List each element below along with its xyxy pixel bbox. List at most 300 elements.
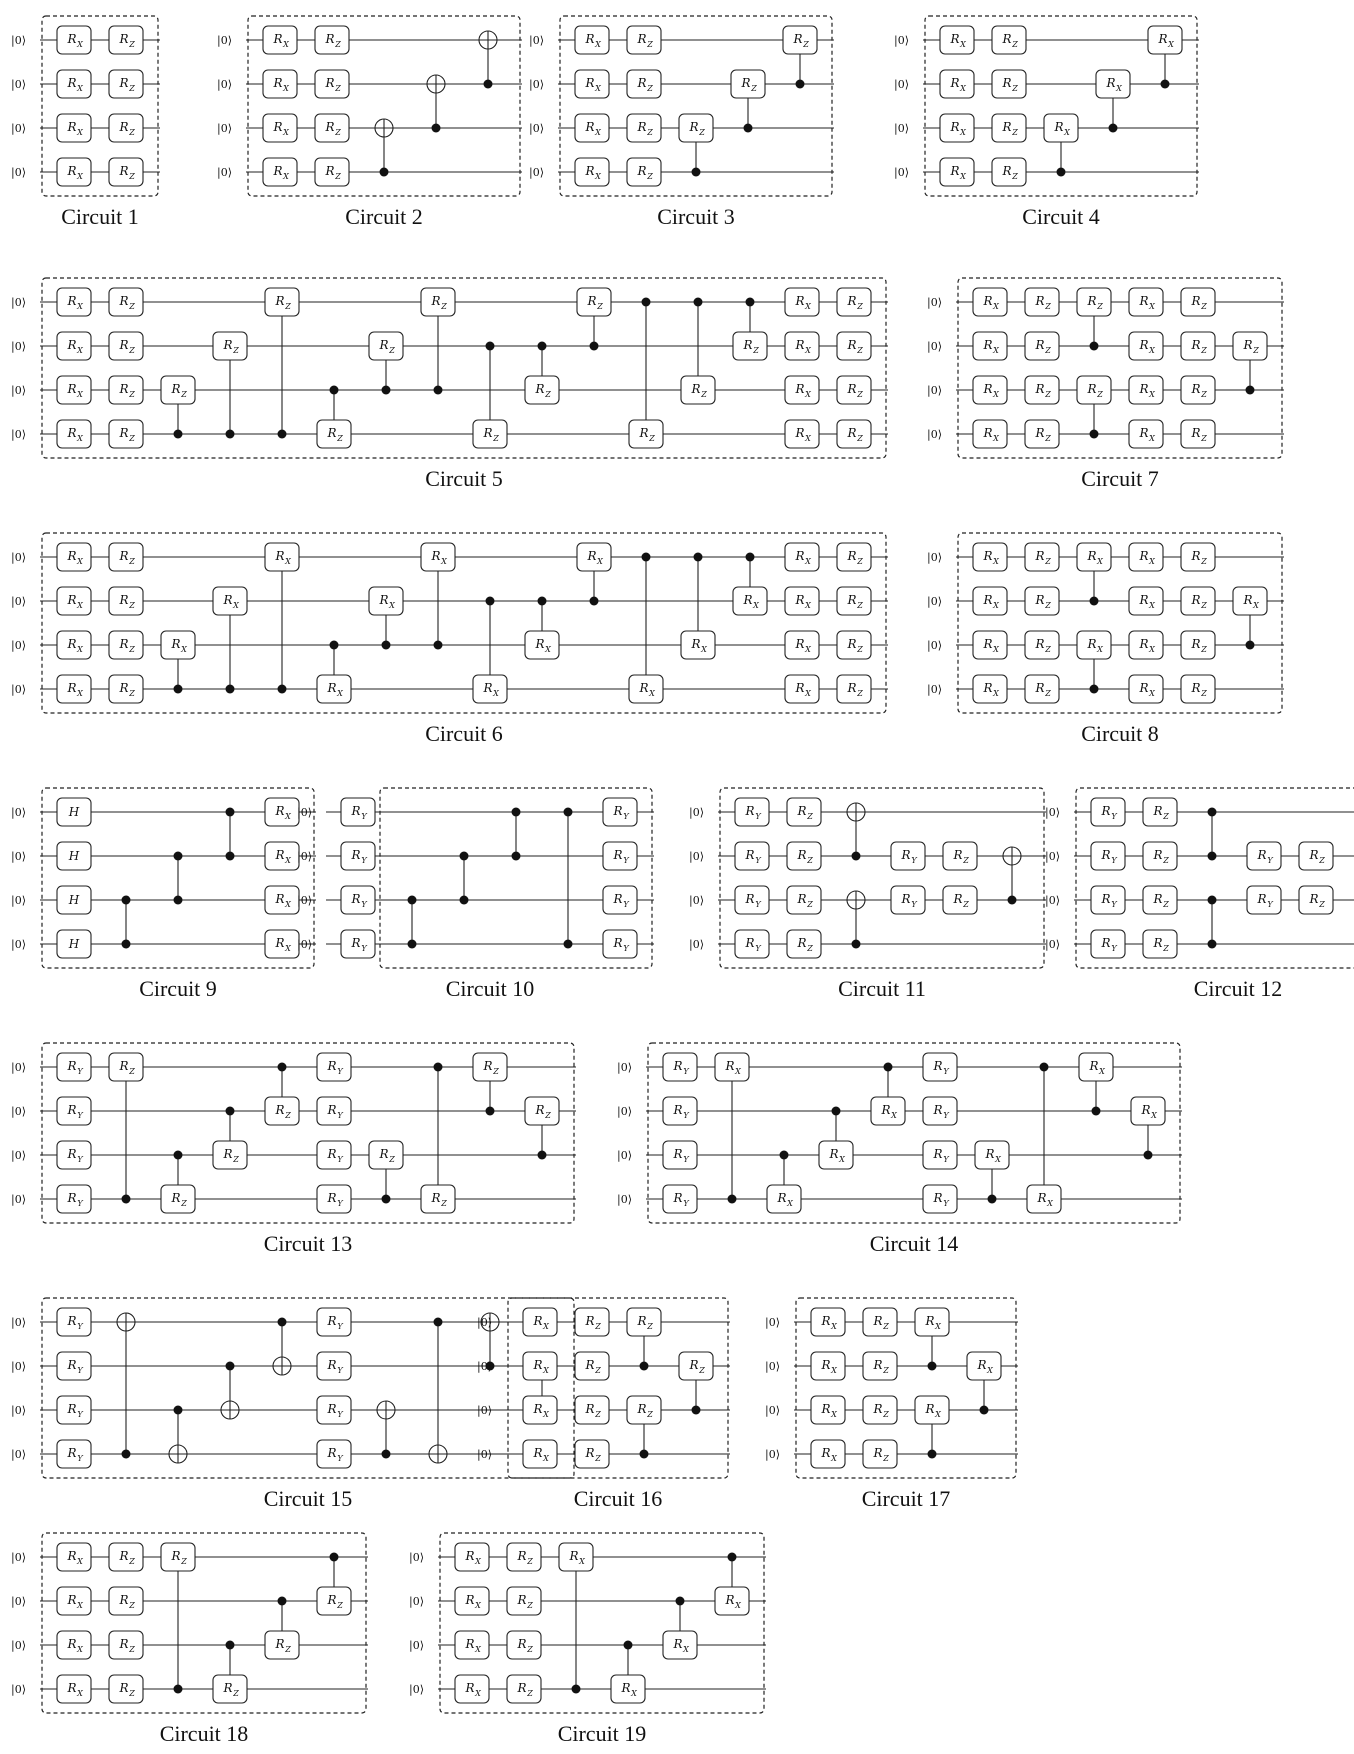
gate-label-subscript: X bbox=[701, 645, 707, 654]
control-dot bbox=[728, 1553, 737, 1562]
gate-label: R bbox=[533, 1446, 543, 1460]
gate-label: R bbox=[950, 120, 960, 134]
gate-label-subscript: Z bbox=[335, 128, 341, 137]
gate-label-subscript: Z bbox=[1201, 557, 1207, 566]
gate-label-subscript: X bbox=[1097, 645, 1103, 654]
gate-label: R bbox=[119, 681, 129, 695]
gate-label-subscript: Z bbox=[493, 434, 499, 443]
gate-label: R bbox=[1139, 382, 1149, 396]
ket-zero-label: |0⟩ bbox=[11, 1404, 26, 1417]
gate-label-subscript: X bbox=[987, 1366, 993, 1375]
gate-label: R bbox=[950, 164, 960, 178]
gate-label-subscript: Z bbox=[335, 40, 341, 49]
gate-label-subscript: Y bbox=[77, 1155, 83, 1164]
gate-label: R bbox=[1139, 637, 1149, 651]
circuit-caption: Circuit 9 bbox=[139, 976, 217, 1001]
ket-zero-label: |0⟩ bbox=[297, 894, 312, 907]
gate-label-subscript: X bbox=[77, 1601, 83, 1610]
gate-label-subscript: X bbox=[77, 84, 83, 93]
gate-label: R bbox=[983, 382, 993, 396]
control-dot bbox=[484, 80, 493, 89]
gate-label-subscript: Z bbox=[1201, 689, 1207, 698]
ket-zero-label: |0⟩ bbox=[11, 340, 26, 353]
circuit-caption: Circuit 16 bbox=[573, 1486, 663, 1511]
gate-label-subscript: Z bbox=[1012, 172, 1018, 181]
circuit-caption: Circuit 17 bbox=[861, 1486, 951, 1511]
gate-label: R bbox=[533, 1358, 543, 1372]
ket-zero-label: |0⟩ bbox=[477, 1448, 492, 1461]
gate-label: R bbox=[1153, 848, 1163, 862]
control-dot bbox=[174, 1151, 183, 1160]
control-dot bbox=[1208, 896, 1217, 905]
circuit-caption: Circuit 1 bbox=[61, 204, 139, 229]
gate-label: R bbox=[327, 1147, 337, 1161]
gate-label: R bbox=[533, 1402, 543, 1416]
gate-label-subscript: Y bbox=[943, 1067, 949, 1076]
gate-label: R bbox=[621, 1681, 631, 1695]
control-dot bbox=[746, 553, 755, 562]
gate-label: R bbox=[171, 1191, 181, 1205]
gate-label: R bbox=[67, 1191, 77, 1205]
gate-label: R bbox=[119, 32, 129, 46]
gate-label-subscript: Z bbox=[129, 434, 135, 443]
gate-label: R bbox=[223, 1147, 233, 1161]
gate-label: R bbox=[517, 1637, 527, 1651]
gate-label-subscript: Y bbox=[77, 1067, 83, 1076]
gate-label: R bbox=[1191, 681, 1201, 695]
gate-label-subscript: Z bbox=[1045, 302, 1051, 311]
gate-label-subscript: X bbox=[77, 40, 83, 49]
gate-label-subscript: X bbox=[545, 645, 551, 654]
ket-zero-label: |0⟩ bbox=[11, 1061, 26, 1074]
gate-label-subscript: Y bbox=[77, 1111, 83, 1120]
gate-label-subscript: Z bbox=[753, 346, 759, 355]
gate-label-subscript: Y bbox=[361, 944, 367, 953]
gate-label-subscript: X bbox=[595, 172, 601, 181]
gate-label-subscript: Z bbox=[883, 1366, 889, 1375]
gate-label-subscript: X bbox=[77, 1645, 83, 1654]
gate-label-subscript: Y bbox=[77, 1322, 83, 1331]
gate-label-subscript: X bbox=[475, 1557, 481, 1566]
circuit-caption: Circuit 2 bbox=[345, 204, 423, 229]
circuit-2 bbox=[217, 16, 522, 229]
gate-label-subscript: Y bbox=[623, 856, 629, 865]
gate-label-subscript: Z bbox=[1163, 812, 1169, 821]
gate-label-subscript: Z bbox=[1045, 346, 1051, 355]
gate-label: R bbox=[67, 1402, 77, 1416]
control-dot bbox=[122, 896, 131, 905]
gate-label-subscript: Z bbox=[181, 1199, 187, 1208]
gate-label-subscript: X bbox=[753, 601, 759, 610]
gate-label-subscript: Z bbox=[1012, 84, 1018, 93]
ket-zero-label: |0⟩ bbox=[477, 1316, 492, 1329]
circuit-18 bbox=[11, 1533, 368, 1746]
ket-zero-label: |0⟩ bbox=[11, 551, 26, 564]
gate-label-subscript: X bbox=[805, 601, 811, 610]
gate-label: R bbox=[67, 593, 77, 607]
control-dot bbox=[512, 852, 521, 861]
gate-label-subscript: X bbox=[595, 84, 601, 93]
gate-label: R bbox=[797, 892, 807, 906]
gate-label-subscript: Y bbox=[623, 944, 629, 953]
control-dot bbox=[1208, 852, 1217, 861]
gate-label: R bbox=[275, 1103, 285, 1117]
gate-label: R bbox=[119, 338, 129, 352]
gate-label-subscript: X bbox=[935, 1410, 941, 1419]
gate-label-subscript: Z bbox=[1201, 434, 1207, 443]
gate-label-subscript: X bbox=[595, 40, 601, 49]
gate-label-subscript: X bbox=[735, 1067, 741, 1076]
gate-label: R bbox=[67, 1147, 77, 1161]
gate-label-subscript: X bbox=[1168, 40, 1174, 49]
gate-label-subscript: Y bbox=[77, 1366, 83, 1375]
gate-label-subscript: Z bbox=[129, 1645, 135, 1654]
control-dot bbox=[486, 1107, 495, 1116]
gate-label: R bbox=[67, 549, 77, 563]
gate-label-subscript: Y bbox=[1267, 900, 1273, 909]
gate-label: R bbox=[743, 593, 753, 607]
control-dot bbox=[174, 896, 183, 905]
gate-label: R bbox=[1257, 848, 1267, 862]
circuit-caption: Circuit 15 bbox=[263, 1486, 353, 1511]
circuit-6 bbox=[11, 533, 888, 746]
gate-label-subscript: X bbox=[475, 1645, 481, 1654]
control-dot bbox=[226, 685, 235, 694]
gate-label: R bbox=[1139, 294, 1149, 308]
ket-zero-label: |0⟩ bbox=[689, 806, 704, 819]
circuit-16 bbox=[477, 1298, 730, 1511]
ket-zero-label: |0⟩ bbox=[409, 1595, 424, 1608]
control-dot bbox=[852, 852, 861, 861]
gate-label: R bbox=[725, 1593, 735, 1607]
ket-zero-label: |0⟩ bbox=[11, 1551, 26, 1564]
gate-label-subscript: Y bbox=[77, 1454, 83, 1463]
gate-label-subscript: Z bbox=[1045, 390, 1051, 399]
control-dot bbox=[434, 1318, 443, 1327]
gate-label: H bbox=[68, 937, 80, 951]
gate-label: R bbox=[119, 1059, 129, 1073]
gate-label: R bbox=[1002, 164, 1012, 178]
gate-label-subscript: X bbox=[649, 689, 655, 698]
gate-label: R bbox=[1158, 32, 1168, 46]
gate-label: R bbox=[1139, 338, 1149, 352]
gate-label: R bbox=[483, 1059, 493, 1073]
gate-label-subscript: X bbox=[285, 944, 291, 953]
control-dot bbox=[780, 1151, 789, 1160]
gate-label: R bbox=[637, 164, 647, 178]
gate-label-subscript: Z bbox=[883, 1454, 889, 1463]
gate-label-subscript: Z bbox=[129, 1601, 135, 1610]
control-dot bbox=[692, 1406, 701, 1415]
ansatz-frame bbox=[42, 533, 886, 713]
gate-label: R bbox=[847, 426, 857, 440]
gate-label: R bbox=[795, 338, 805, 352]
gate-label: R bbox=[613, 892, 623, 906]
gate-label: R bbox=[1153, 936, 1163, 950]
control-dot bbox=[1246, 641, 1255, 650]
control-dot bbox=[640, 1450, 649, 1459]
ket-zero-label: |0⟩ bbox=[11, 34, 26, 47]
gate-label-subscript: Z bbox=[233, 1689, 239, 1698]
circuit-caption: Circuit 12 bbox=[1193, 976, 1283, 1001]
control-dot bbox=[538, 597, 547, 606]
control-dot bbox=[174, 685, 183, 694]
gate-label-subscript: Y bbox=[1267, 856, 1273, 865]
gate-label-subscript: X bbox=[543, 1366, 549, 1375]
gate-label-subscript: X bbox=[1097, 557, 1103, 566]
gate-label: R bbox=[275, 549, 285, 563]
gate-label: R bbox=[1035, 338, 1045, 352]
gate-label-subscript: X bbox=[77, 128, 83, 137]
gate-label: R bbox=[67, 338, 77, 352]
ket-zero-label: |0⟩ bbox=[894, 166, 909, 179]
gate-label: R bbox=[1035, 294, 1045, 308]
gate-label: R bbox=[223, 1681, 233, 1695]
gate-label-subscript: X bbox=[995, 1155, 1001, 1164]
control-dot bbox=[590, 342, 599, 351]
gate-label-subscript: Y bbox=[755, 944, 761, 953]
circuit-caption: Circuit 7 bbox=[1081, 466, 1159, 491]
ket-zero-label: |0⟩ bbox=[529, 122, 544, 135]
gate-label: R bbox=[275, 294, 285, 308]
gate-label-subscript: Z bbox=[1163, 900, 1169, 909]
gate-label: R bbox=[613, 804, 623, 818]
control-dot bbox=[980, 1406, 989, 1415]
gate-label: R bbox=[517, 1681, 527, 1695]
control-dot bbox=[692, 168, 701, 177]
gate-label-subscript: X bbox=[960, 172, 966, 181]
ket-zero-label: |0⟩ bbox=[217, 122, 232, 135]
gate-label-subscript: X bbox=[787, 1199, 793, 1208]
control-dot bbox=[1008, 896, 1017, 905]
ket-zero-label: |0⟩ bbox=[894, 78, 909, 91]
control-dot bbox=[122, 1450, 131, 1459]
gate-label-subscript: Z bbox=[595, 1366, 601, 1375]
gate-label-subscript: Z bbox=[649, 434, 655, 443]
circuit-caption: Circuit 14 bbox=[869, 1231, 959, 1256]
ket-zero-label: |0⟩ bbox=[11, 1683, 26, 1696]
gate-label-subscript: Z bbox=[1201, 601, 1207, 610]
gate-label-subscript: Z bbox=[527, 1689, 533, 1698]
gate-label: R bbox=[639, 681, 649, 695]
gate-label: R bbox=[725, 1059, 735, 1073]
gate-label-subscript: Y bbox=[337, 1366, 343, 1375]
ket-zero-label: |0⟩ bbox=[11, 806, 26, 819]
gate-label: R bbox=[119, 1549, 129, 1563]
gate-label: R bbox=[1191, 593, 1201, 607]
gate-label: R bbox=[673, 1637, 683, 1651]
gate-label-subscript: Y bbox=[943, 1155, 949, 1164]
gate-label: R bbox=[327, 1593, 337, 1607]
gate-label-subscript: Y bbox=[337, 1322, 343, 1331]
gate-label-subscript: X bbox=[960, 40, 966, 49]
gate-label-subscript: Z bbox=[129, 172, 135, 181]
gate-label: R bbox=[847, 593, 857, 607]
control-dot bbox=[988, 1195, 997, 1204]
ket-zero-label: |0⟩ bbox=[11, 1448, 26, 1461]
control-dot bbox=[694, 553, 703, 562]
gate-label: R bbox=[743, 338, 753, 352]
gate-label: R bbox=[569, 1549, 579, 1563]
gate-label-subscript: Z bbox=[335, 84, 341, 93]
control-dot bbox=[278, 430, 287, 439]
gate-label: R bbox=[327, 681, 337, 695]
gate-label: R bbox=[351, 892, 361, 906]
gate-label: R bbox=[745, 848, 755, 862]
gate-label-subscript: Y bbox=[911, 900, 917, 909]
gate-label-subscript: X bbox=[805, 434, 811, 443]
circuit-caption: Circuit 10 bbox=[445, 976, 535, 1001]
gate-label-subscript: Z bbox=[129, 1067, 135, 1076]
gate-label-subscript: X bbox=[543, 1454, 549, 1463]
gate-label: R bbox=[795, 549, 805, 563]
gate-label-subscript: Z bbox=[699, 128, 705, 137]
control-dot bbox=[1208, 940, 1217, 949]
gate-label-subscript: Y bbox=[1111, 812, 1117, 821]
gate-label: R bbox=[639, 426, 649, 440]
gate-label-subscript: X bbox=[77, 1689, 83, 1698]
gate-label: R bbox=[431, 549, 441, 563]
gate-label: R bbox=[1089, 1059, 1099, 1073]
ket-zero-label: |0⟩ bbox=[11, 166, 26, 179]
gate-label: R bbox=[1002, 120, 1012, 134]
gate-label: R bbox=[1191, 549, 1201, 563]
ket-zero-label: |0⟩ bbox=[11, 639, 26, 652]
ket-zero-label: |0⟩ bbox=[11, 894, 26, 907]
ket-zero-label: |0⟩ bbox=[477, 1360, 492, 1373]
control-dot bbox=[1092, 1107, 1101, 1116]
gate-label-subscript: X bbox=[77, 172, 83, 181]
ket-zero-label: |0⟩ bbox=[927, 384, 942, 397]
control-dot bbox=[928, 1450, 937, 1459]
circuit-1 bbox=[11, 16, 160, 229]
gate-label: R bbox=[1035, 681, 1045, 695]
gate-label-subscript: Z bbox=[1045, 434, 1051, 443]
gate-label-subscript: Z bbox=[857, 434, 863, 443]
circuit-12 bbox=[1045, 788, 1354, 1001]
gate-label: R bbox=[1139, 549, 1149, 563]
gate-label-subscript: Z bbox=[1201, 645, 1207, 654]
gate-label-subscript: X bbox=[1149, 557, 1155, 566]
gate-label-subscript: Z bbox=[493, 1067, 499, 1076]
gate-label-subscript: X bbox=[283, 40, 289, 49]
gate-label: R bbox=[1191, 637, 1201, 651]
gate-label-subscript: Y bbox=[1111, 900, 1117, 909]
gate-label: R bbox=[67, 1681, 77, 1695]
gate-label: R bbox=[67, 32, 77, 46]
control-dot bbox=[640, 1362, 649, 1371]
gate-label-subscript: Y bbox=[337, 1067, 343, 1076]
gate-label: R bbox=[585, 1314, 595, 1328]
gate-label-subscript: X bbox=[283, 128, 289, 137]
gate-label: R bbox=[275, 848, 285, 862]
control-dot bbox=[1057, 168, 1066, 177]
circuit-caption: Circuit 19 bbox=[557, 1721, 647, 1746]
gate-label-subscript: X bbox=[960, 84, 966, 93]
gate-label-subscript: Z bbox=[597, 302, 603, 311]
gate-label: R bbox=[873, 1402, 883, 1416]
gate-label-subscript: X bbox=[1064, 128, 1070, 137]
control-dot bbox=[746, 298, 755, 307]
gate-label: R bbox=[977, 1358, 987, 1372]
gate-label: R bbox=[1243, 593, 1253, 607]
gate-label-subscript: Z bbox=[1319, 856, 1325, 865]
gate-label: R bbox=[325, 120, 335, 134]
ket-zero-label: |0⟩ bbox=[409, 1551, 424, 1564]
ket-zero-label: |0⟩ bbox=[477, 1404, 492, 1417]
control-dot bbox=[226, 1362, 235, 1371]
ket-zero-label: |0⟩ bbox=[217, 166, 232, 179]
gate-label-subscript: Z bbox=[129, 1689, 135, 1698]
control-dot bbox=[1040, 1063, 1049, 1072]
gate-label: R bbox=[67, 1358, 77, 1372]
gate-label-subscript: Y bbox=[337, 1454, 343, 1463]
gate-label: R bbox=[327, 426, 337, 440]
gate-label-subscript: Y bbox=[337, 1199, 343, 1208]
gate-label-subscript: Z bbox=[595, 1322, 601, 1331]
ket-zero-label: |0⟩ bbox=[1045, 850, 1060, 863]
control-dot bbox=[434, 386, 443, 395]
gate-label: R bbox=[795, 426, 805, 440]
gate-label-subscript: Z bbox=[1045, 645, 1051, 654]
gate-label-subscript: X bbox=[1116, 84, 1122, 93]
control-dot bbox=[1090, 685, 1099, 694]
gate-label: R bbox=[933, 1147, 943, 1161]
gate-label-subscript: Z bbox=[129, 390, 135, 399]
gate-label-subscript: Z bbox=[129, 128, 135, 137]
gate-label: R bbox=[379, 338, 389, 352]
gate-label: R bbox=[119, 164, 129, 178]
control-dot bbox=[486, 597, 495, 606]
gate-label: R bbox=[67, 637, 77, 651]
gate-label: R bbox=[637, 1314, 647, 1328]
gate-label: R bbox=[1243, 338, 1253, 352]
gate-label: R bbox=[983, 294, 993, 308]
control-dot bbox=[796, 80, 805, 89]
gate-label: R bbox=[1035, 426, 1045, 440]
gate-label: R bbox=[847, 637, 857, 651]
control-dot bbox=[278, 685, 287, 694]
gate-label: R bbox=[745, 936, 755, 950]
control-dot bbox=[330, 386, 339, 395]
gate-label-subscript: Z bbox=[129, 346, 135, 355]
gate-label-subscript: X bbox=[831, 1410, 837, 1419]
gate-label: R bbox=[379, 593, 389, 607]
gate-label-subscript: Z bbox=[1201, 346, 1207, 355]
circuit-10 bbox=[297, 788, 654, 1001]
gate-label: R bbox=[797, 804, 807, 818]
gate-label-subscript: Z bbox=[647, 128, 653, 137]
gate-label: R bbox=[67, 1059, 77, 1073]
ket-zero-label: |0⟩ bbox=[617, 1061, 632, 1074]
control-dot bbox=[538, 342, 547, 351]
circuit-11 bbox=[689, 788, 1046, 1001]
gate-label: R bbox=[983, 593, 993, 607]
gate-label-subscript: Y bbox=[755, 900, 761, 909]
gate-label: R bbox=[517, 1549, 527, 1563]
ket-zero-label: |0⟩ bbox=[927, 639, 942, 652]
control-dot bbox=[832, 1107, 841, 1116]
gate-label-subscript: X bbox=[1149, 434, 1155, 443]
gate-label: R bbox=[933, 1103, 943, 1117]
control-dot bbox=[728, 1195, 737, 1204]
control-dot bbox=[330, 1553, 339, 1562]
gate-label-subscript: Z bbox=[807, 944, 813, 953]
gate-label: R bbox=[847, 382, 857, 396]
gate-label-subscript: X bbox=[805, 689, 811, 698]
ket-zero-label: |0⟩ bbox=[11, 1595, 26, 1608]
gate-label: R bbox=[953, 848, 963, 862]
